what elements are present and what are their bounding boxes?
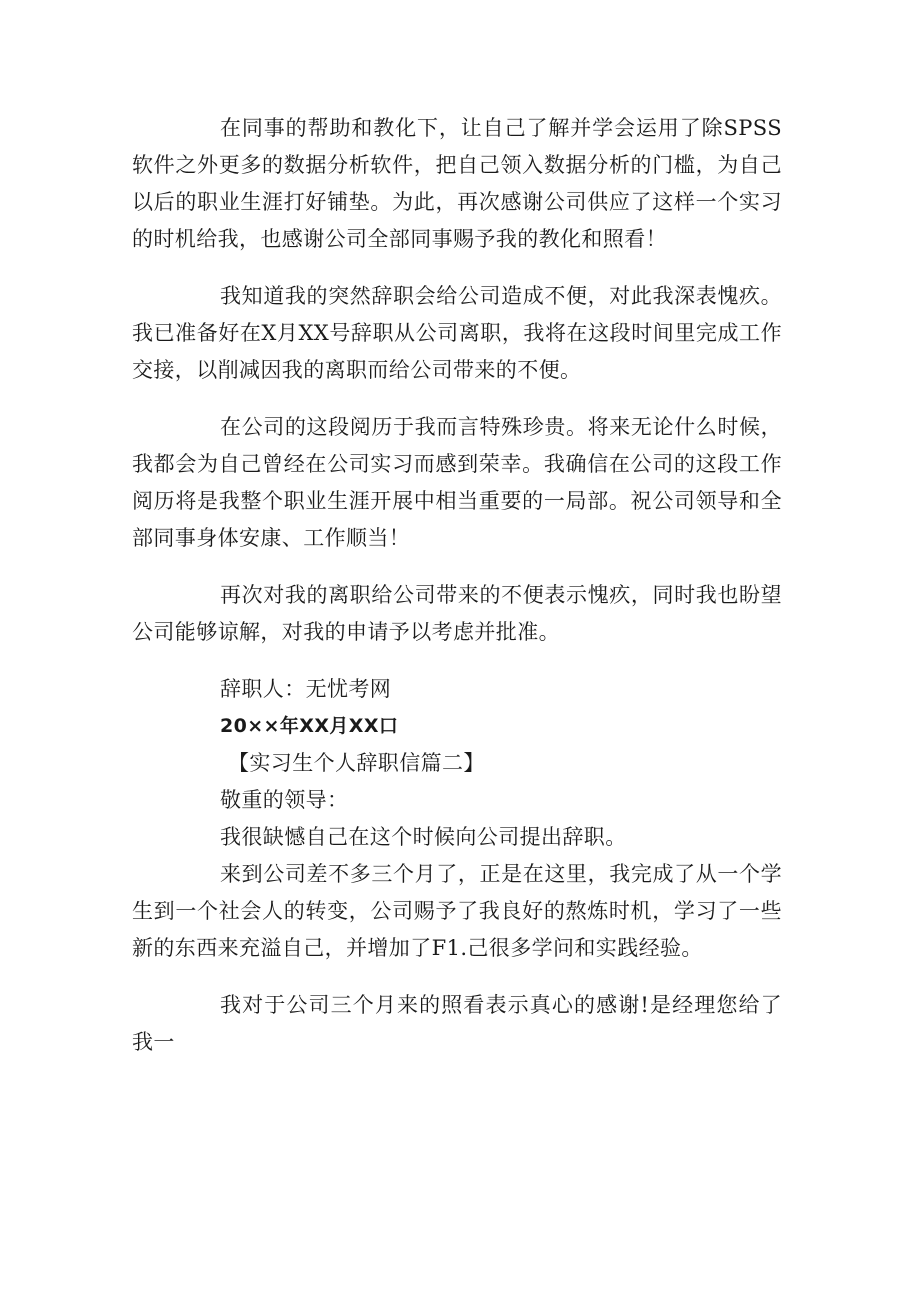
paragraph-gratitude: 在同事的帮助和教化下，让自己了解并学会运用了除SPSS软件之外更多的数据分析软件，把自己领入数据分析的门槛，为自己以后的职业生涯打好铺垫。为此，再次感谢公司供应了这样一个实习的时机给我，也感谢公司全部同事赐予我的教化和照看！ — [132, 116, 782, 251]
paragraph-apology: 我知道我的突然辞职会给公司造成不便，对此我深表愧疚。我已准备好在X月XX号辞职从公司离职，我将在这段时间里完成工作交接，以削减因我的离职而给公司带来的不便。 — [132, 284, 782, 382]
paragraph-regret: 我很缺憾自己在这个时候向公司提出辞职。 — [220, 825, 627, 849]
document-body — [132, 110, 782, 1061]
salutation: 敬重的领导： — [220, 788, 349, 812]
letter-date: 20××年XX月XX口 — [220, 715, 399, 737]
paragraph-growth: 来到公司差不多三个月了，正是在这里，我完成了从一个学生到一个社会人的转变，公司赐予了我良好的熬炼时机，学习了一些新的东西来充溢自己，并增加了F1.己很多学问和实践经验。 — [132, 862, 782, 960]
paragraph-experience: 在公司的这段阅历于我而言特殊珍贵。将来无论什么时候，我都会为自己曾经在公司实习而感到荣幸。我确信在公司的这段工作阅历将是我整个职业生涯开展中相当重要的一局部。祝公司领导和全部同事身体安康、工作顺当！ — [132, 415, 782, 550]
paragraph-request: 再次对我的离职给公司带来的不便表示愧疚，同时我也盼望公司能够谅解，对我的申请予以考虑并批准。 — [132, 583, 782, 644]
paragraph-thanks: 我对于公司三个月来的照看表示真心的感谢!是经理您给了我一 — [132, 993, 782, 1054]
section-heading: 【实习生个人辞职信篇二】 — [228, 751, 485, 775]
signature: 辞职人：无忧考网 — [220, 677, 392, 701]
